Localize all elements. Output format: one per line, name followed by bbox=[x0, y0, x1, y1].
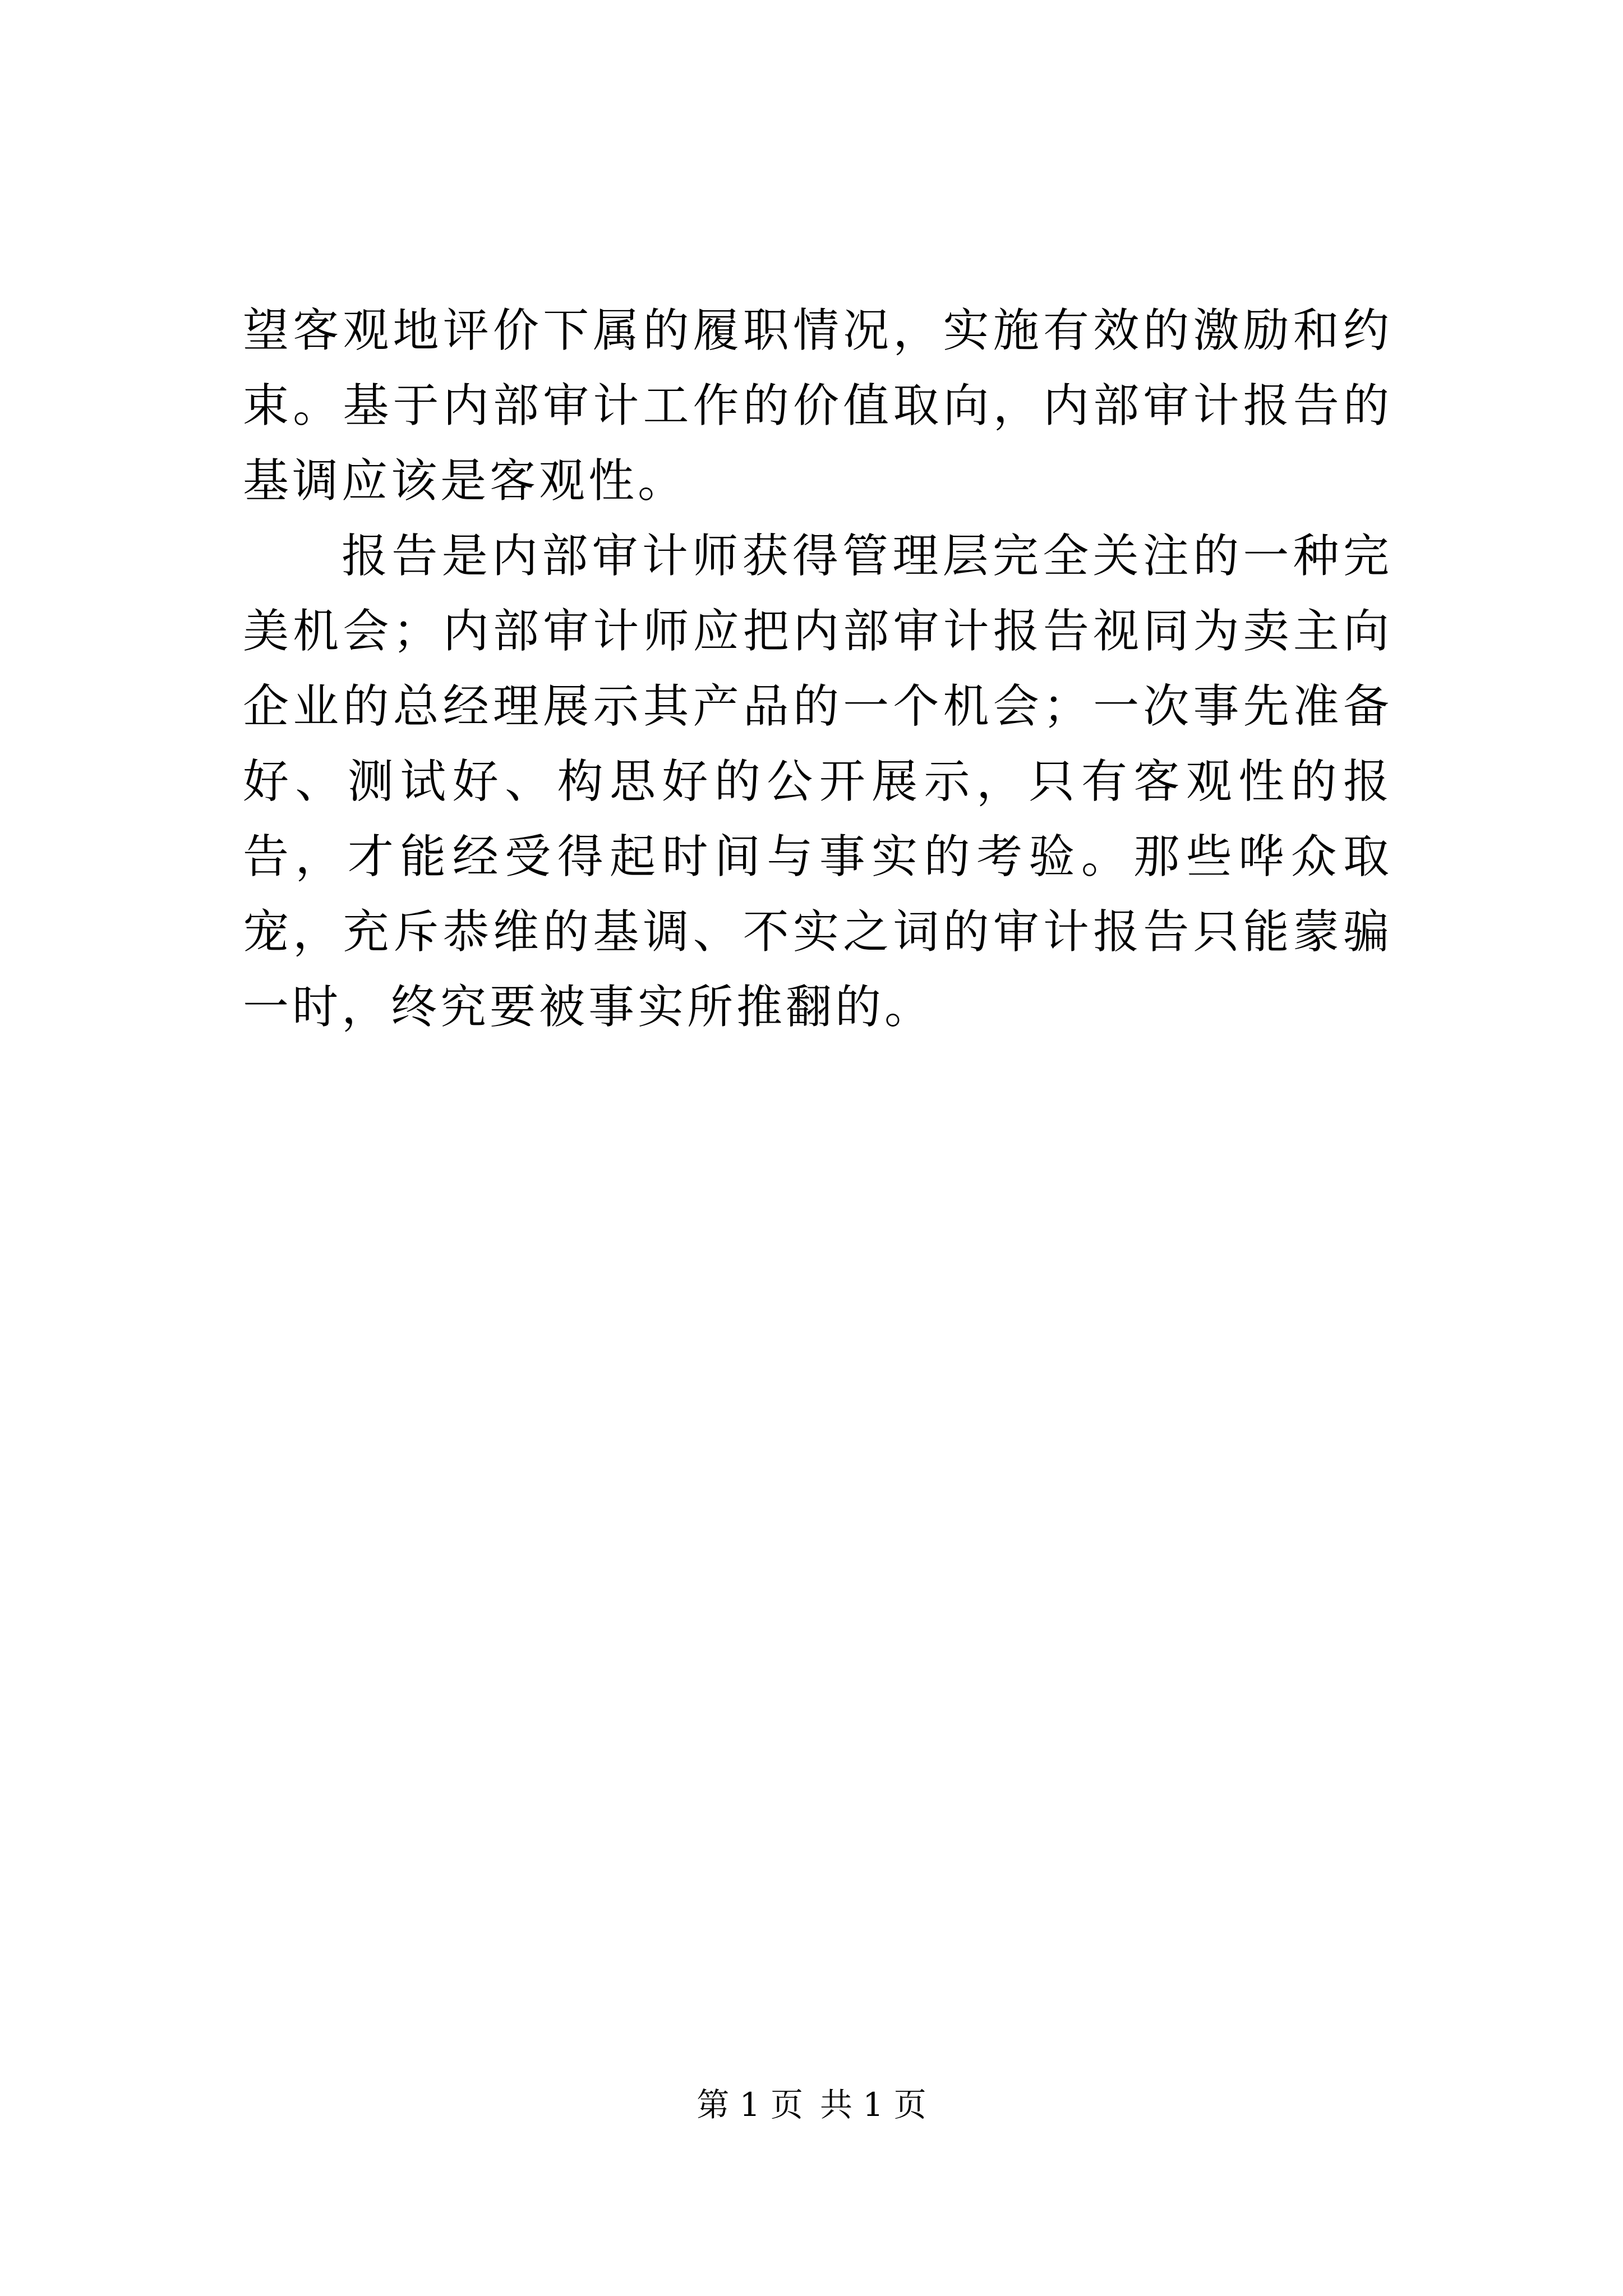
paragraph-continuation: 望客观地评价下属的履职情况，实施有效的激励和约束。基于内部审计工作的价值取向，内部审计报告的基调应该是客观性。 bbox=[243, 304, 1393, 508]
page-total: 共 1 页 bbox=[820, 2086, 926, 2124]
page-number: 第 1 页 bbox=[697, 2086, 803, 2124]
paragraph-report-objectivity: 报告是内部审计师获得管理层完全关注的一种完美机会；内部审计师应把内部审计报告视同为卖主向企业的总经理展示其产品的一个机会；一次事先准备好、测试好、构思好的公开展示，只有客观性的报告，才能经受得起时间与事实的考验。那些哗众取宠，充斥恭维的基调、不实之词的审计报告只能蒙骗一时，终究要被事实所推翻的。 bbox=[243, 530, 1393, 1034]
page-footer bbox=[0, 2078, 1623, 2125]
document-body bbox=[243, 293, 1393, 1045]
